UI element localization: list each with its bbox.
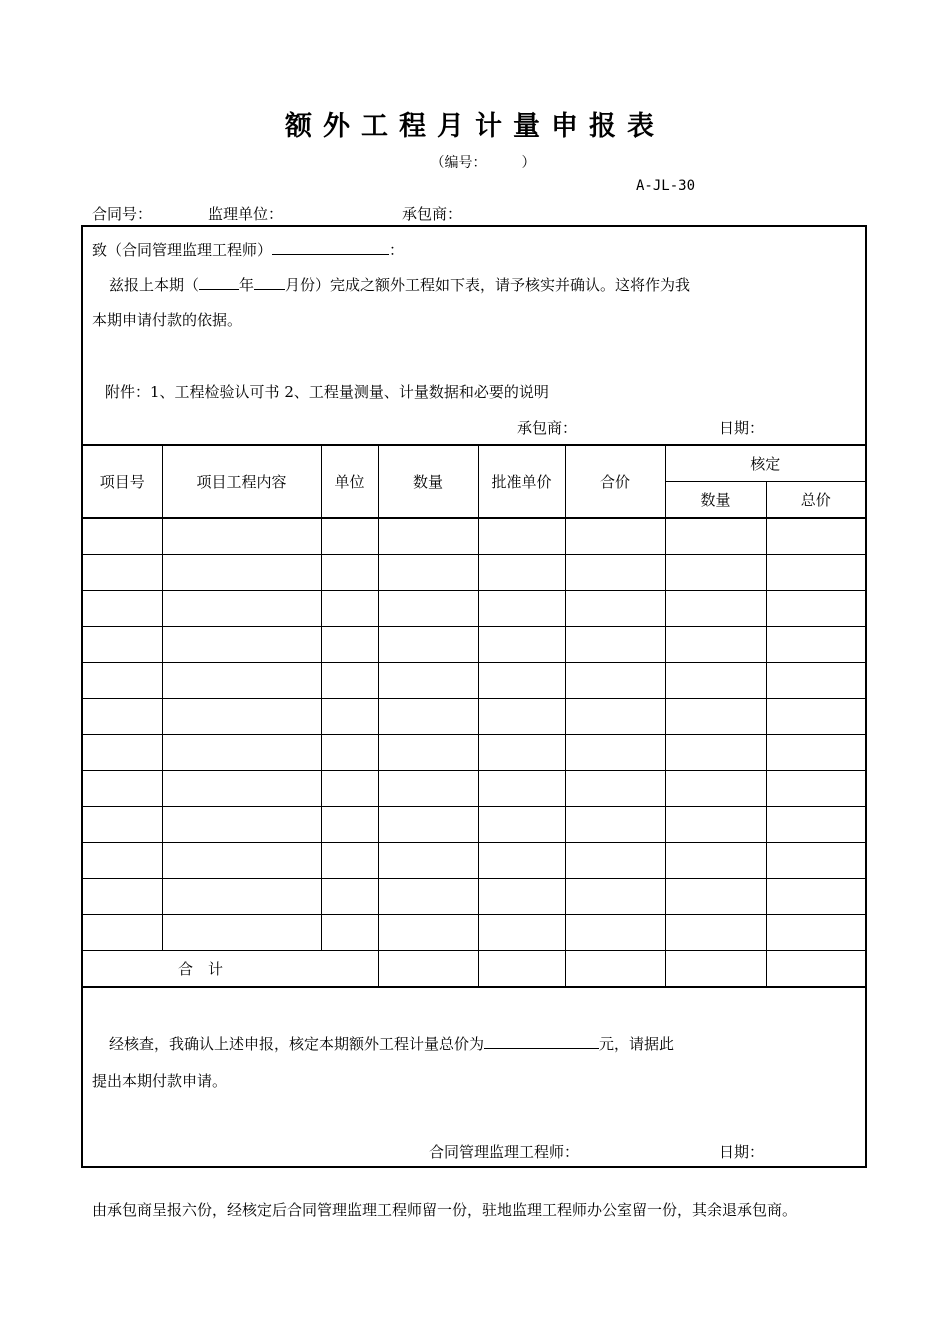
approval-line-1 xyxy=(109,1032,674,1054)
table-cell[interactable] xyxy=(321,699,378,735)
table-row xyxy=(83,771,865,807)
table-cell[interactable] xyxy=(665,807,766,843)
table-cell[interactable] xyxy=(665,771,766,807)
serial-number: （编号： ） xyxy=(430,155,536,171)
form-code: A-JL-30 xyxy=(636,178,696,194)
table-cell[interactable] xyxy=(665,591,766,627)
table-cell[interactable] xyxy=(766,627,865,663)
table-row xyxy=(83,915,865,951)
table-cell[interactable] xyxy=(478,951,565,988)
contractor-sign-label: 承包商： xyxy=(517,419,578,437)
col-unit: 单位 xyxy=(321,445,378,518)
table-cell[interactable] xyxy=(766,915,865,951)
year-label: 年 xyxy=(239,276,255,294)
total-row xyxy=(83,951,865,988)
col-amount: 合价 xyxy=(565,445,665,518)
request-text-a: 兹报上本期（ xyxy=(109,276,200,294)
table-cell[interactable] xyxy=(83,843,162,879)
table-row xyxy=(83,555,865,591)
table-cell[interactable] xyxy=(565,591,665,627)
table-cell[interactable] xyxy=(665,915,766,951)
table-cell[interactable] xyxy=(162,807,321,843)
table-cell[interactable] xyxy=(478,915,565,951)
table-row xyxy=(83,735,865,771)
table-row xyxy=(83,518,865,555)
table-cell[interactable] xyxy=(478,843,565,879)
contract-no-label: 合同号： xyxy=(92,205,153,223)
table-cell[interactable] xyxy=(321,627,378,663)
table-cell[interactable] xyxy=(378,663,478,699)
table-cell[interactable] xyxy=(766,699,865,735)
table-cell[interactable] xyxy=(766,591,865,627)
table-cell[interactable] xyxy=(83,915,162,951)
table-cell[interactable] xyxy=(83,627,162,663)
table-cell[interactable] xyxy=(321,591,378,627)
table-row xyxy=(83,699,865,735)
table-cell[interactable] xyxy=(83,807,162,843)
table-cell[interactable] xyxy=(83,699,162,735)
addressee-suffix: ： xyxy=(389,241,405,259)
table-cell[interactable] xyxy=(665,699,766,735)
engineer-sign-label: 合同管理监理工程师： xyxy=(429,1143,580,1161)
table-cell[interactable] xyxy=(378,843,478,879)
table-cell[interactable] xyxy=(478,555,565,591)
table-cell[interactable] xyxy=(766,951,865,988)
table-cell[interactable] xyxy=(565,699,665,735)
table-cell[interactable] xyxy=(162,627,321,663)
attachments-line: 附件：1、工程检验认可书 2、工程量测量、计量数据和必要的说明 xyxy=(105,383,549,401)
table-row xyxy=(83,807,865,843)
approval-text-b: 元，请据此 xyxy=(599,1035,675,1053)
table-cell[interactable] xyxy=(766,879,865,915)
col-content: 项目工程内容 xyxy=(162,445,321,518)
col-unit-price: 批准单价 xyxy=(478,445,565,518)
year-blank[interactable] xyxy=(199,273,239,290)
total-price-blank[interactable] xyxy=(484,1032,599,1049)
application-form xyxy=(81,225,867,1168)
table-cell[interactable] xyxy=(162,915,321,951)
col-item-no: 项目号 xyxy=(83,445,162,518)
col-verify-total: 总价 xyxy=(766,482,865,519)
table-cell[interactable] xyxy=(83,771,162,807)
table-cell[interactable] xyxy=(321,555,378,591)
table-cell[interactable] xyxy=(665,843,766,879)
form-title: 额外工程月计量申报表 xyxy=(285,111,665,142)
addressee-line xyxy=(92,238,404,260)
table-cell[interactable] xyxy=(378,807,478,843)
table-cell[interactable] xyxy=(321,807,378,843)
table-cell[interactable] xyxy=(321,771,378,807)
table-cell[interactable] xyxy=(565,627,665,663)
table-cell[interactable] xyxy=(378,771,478,807)
table-cell[interactable] xyxy=(321,879,378,915)
table-cell[interactable] xyxy=(83,518,162,555)
table-cell[interactable] xyxy=(321,735,378,771)
table-cell[interactable] xyxy=(478,771,565,807)
table-cell[interactable] xyxy=(478,627,565,663)
approval-date-label: 日期： xyxy=(719,1143,765,1161)
table-cell[interactable] xyxy=(162,771,321,807)
col-verify-qty: 数量 xyxy=(665,482,766,519)
table-row xyxy=(83,843,865,879)
table-row xyxy=(83,879,865,915)
table-cell[interactable] xyxy=(665,951,766,988)
table-cell[interactable] xyxy=(162,879,321,915)
table-cell[interactable] xyxy=(378,915,478,951)
table-cell[interactable] xyxy=(565,735,665,771)
table-cell[interactable] xyxy=(665,555,766,591)
table-cell[interactable] xyxy=(378,555,478,591)
table-cell[interactable] xyxy=(162,591,321,627)
table-cell[interactable] xyxy=(378,627,478,663)
table-cell[interactable] xyxy=(665,735,766,771)
table-cell[interactable] xyxy=(565,915,665,951)
table-cell[interactable] xyxy=(565,555,665,591)
table-cell[interactable] xyxy=(665,879,766,915)
supervisor-unit-label: 监理单位： xyxy=(208,205,284,223)
approval-text-a: 经核查，我确认上述申报，核定本期额外工程计量总价为 xyxy=(109,1035,485,1053)
col-verify: 核定 xyxy=(665,445,865,482)
table-cell[interactable] xyxy=(378,699,478,735)
approval-line-2: 提出本期付款申请。 xyxy=(92,1072,228,1090)
table-cell[interactable] xyxy=(565,663,665,699)
table-cell[interactable] xyxy=(565,518,665,555)
table-cell[interactable] xyxy=(766,518,865,555)
table-cell[interactable] xyxy=(83,591,162,627)
footnote: 由承包商呈报六份，经核定后合同管理监理工程师留一份，驻地监理工程师办公室留一份，其余退承包商。 xyxy=(92,1201,798,1219)
table-cell[interactable] xyxy=(565,879,665,915)
table-cell[interactable] xyxy=(162,735,321,771)
table-cell[interactable] xyxy=(378,518,478,555)
total-label: 合 计 xyxy=(83,951,378,988)
table-row xyxy=(83,591,865,627)
table-cell[interactable] xyxy=(162,663,321,699)
table-cell[interactable] xyxy=(766,735,865,771)
table-cell[interactable] xyxy=(378,879,478,915)
table-cell[interactable] xyxy=(478,879,565,915)
table-cell[interactable] xyxy=(162,518,321,555)
table-cell[interactable] xyxy=(766,807,865,843)
table-cell[interactable] xyxy=(665,518,766,555)
addressee-prefix: 致（合同管理监理工程师） xyxy=(92,241,273,259)
table-cell[interactable] xyxy=(766,771,865,807)
table-cell[interactable] xyxy=(766,843,865,879)
table-cell[interactable] xyxy=(478,735,565,771)
table-cell[interactable] xyxy=(321,843,378,879)
table-cell[interactable] xyxy=(478,663,565,699)
table-cell[interactable] xyxy=(83,735,162,771)
table-cell[interactable] xyxy=(378,591,478,627)
table-cell[interactable] xyxy=(478,518,565,555)
table-cell[interactable] xyxy=(321,663,378,699)
table-cell[interactable] xyxy=(565,951,665,988)
col-quantity: 数量 xyxy=(378,445,478,518)
request-line-1 xyxy=(109,273,690,295)
table-cell[interactable] xyxy=(665,663,766,699)
contractor-label: 承包商： xyxy=(402,205,463,223)
table-cell[interactable] xyxy=(83,555,162,591)
table-cell[interactable] xyxy=(321,518,378,555)
table-cell[interactable] xyxy=(478,699,565,735)
table-cell[interactable] xyxy=(565,843,665,879)
table-cell[interactable] xyxy=(321,915,378,951)
month-blank[interactable] xyxy=(254,273,285,290)
request-text-b: 月份）完成之额外工程如下表，请予核实并确认。这将作为我 xyxy=(285,276,691,294)
request-date-label: 日期： xyxy=(719,419,765,437)
table-cell[interactable] xyxy=(83,879,162,915)
table-cell[interactable] xyxy=(378,951,478,988)
table-row xyxy=(83,627,865,663)
table-cell[interactable] xyxy=(565,807,665,843)
table-cell[interactable] xyxy=(565,771,665,807)
table-cell[interactable] xyxy=(665,627,766,663)
addressee-blank[interactable] xyxy=(272,238,389,255)
table-cell[interactable] xyxy=(162,843,321,879)
table-cell[interactable] xyxy=(162,699,321,735)
table-row xyxy=(83,663,865,699)
table-cell[interactable] xyxy=(766,663,865,699)
request-line-2: 本期申请付款的依据。 xyxy=(92,311,243,329)
measurement-table xyxy=(83,444,865,988)
table-cell[interactable] xyxy=(378,735,478,771)
table-cell[interactable] xyxy=(162,555,321,591)
table-cell[interactable] xyxy=(766,555,865,591)
table-cell[interactable] xyxy=(83,663,162,699)
table-cell[interactable] xyxy=(478,807,565,843)
table-cell[interactable] xyxy=(478,591,565,627)
